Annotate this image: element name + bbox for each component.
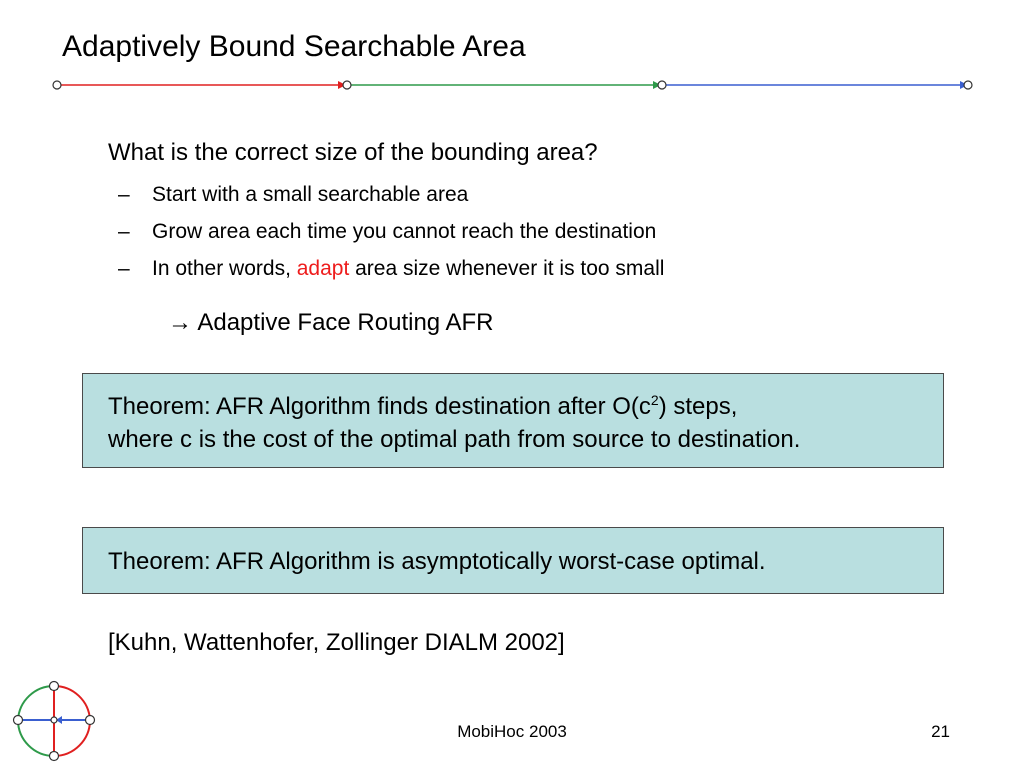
bullet-text-post: area size whenever it is too small <box>349 257 665 280</box>
bullet-dash: – <box>118 183 130 206</box>
title-divider <box>0 70 1024 100</box>
theorem-1-line-1: Theorem: AFR Algorithm finds destination after $O(c^2)$ steps, <box>108 392 738 420</box>
theorem-2-text: Theorem: AFR Algorithm is asymptotically worst-case optimal. <box>108 548 766 575</box>
footer-conference: MobiHoc 2003 <box>457 722 567 741</box>
highlight-word: adapt <box>296 257 350 280</box>
bullet-item <box>118 250 664 287</box>
bullet-item <box>118 176 664 213</box>
bullet-item <box>118 213 664 250</box>
question-text: What is the correct size of the bounding area? <box>108 139 598 166</box>
page-number: 21 <box>931 722 950 741</box>
theorem-box-2 <box>82 527 944 594</box>
theorem-box-1 <box>82 373 944 468</box>
afr-conclusion: → Adaptive Face Routing AFR <box>168 309 494 336</box>
bullet-text: Grow area each time you cannot reach the destination <box>152 220 657 243</box>
theorem-1-line-2: where c is the cost of the optimal path from source to destination. <box>108 426 801 453</box>
bullet-list <box>118 176 664 287</box>
bullet-dash: – <box>118 220 130 243</box>
citation: [Kuhn, Wattenhofer, Zollinger DIALM 2002] <box>108 629 565 656</box>
exponent: 2 <box>650 392 659 408</box>
bullet-dash: – <box>118 257 130 280</box>
bullet-text-pre: In other words, <box>152 257 297 280</box>
slide-title: Adaptively Bound Searchable Area <box>62 30 526 63</box>
bullet-text: Start with a small searchable area <box>152 183 469 206</box>
